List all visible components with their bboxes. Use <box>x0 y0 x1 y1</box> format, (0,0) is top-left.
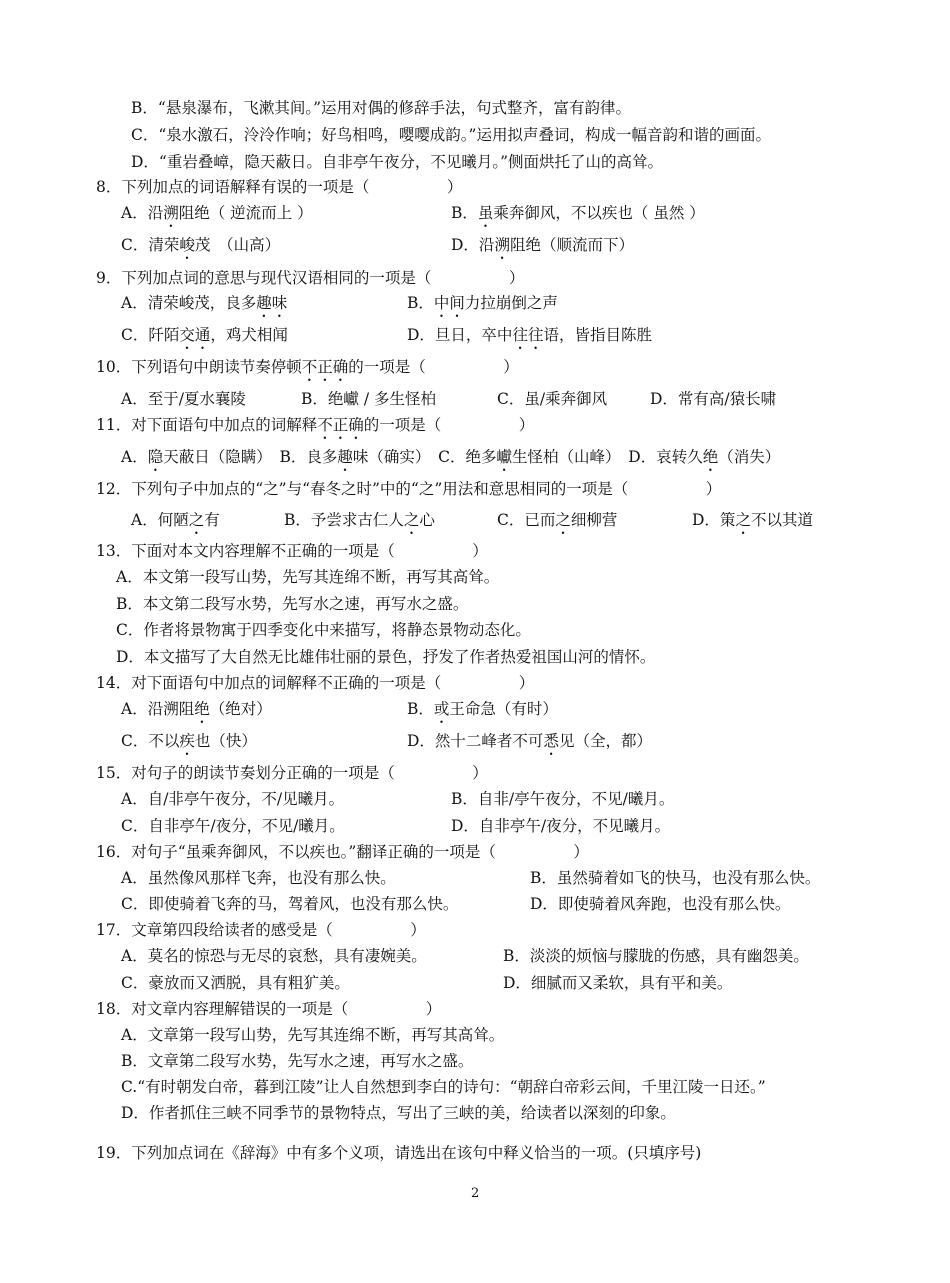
answer-option <box>451 789 674 809</box>
text-segment: D．细腻而又柔软，具有平和美。 <box>503 974 733 992</box>
text-segment: B． <box>451 204 478 222</box>
text-segment: 茂 （山高） <box>194 236 281 254</box>
emphasized-text: 虽 <box>477 204 494 222</box>
answer-option <box>121 203 313 231</box>
text-segment: A．文章第一段写山势，先写其连绵不断，再写其高耸。 <box>121 1026 505 1044</box>
text-line <box>96 415 534 443</box>
text-segment: 语，皆指目陈胜 <box>543 326 652 344</box>
answer-option <box>650 389 776 409</box>
emphasized-text: 不正确 <box>301 358 349 376</box>
answer-option <box>530 868 820 888</box>
text-segment: D．本文描写了大自然无比雄伟壮丽的景色，抒发了作者热爱祖国山河的情怀。 <box>116 648 656 666</box>
text-segment: 9．下列加点词的意思与现代汉语相同的一项是（ ） <box>96 269 525 287</box>
answer-option <box>121 325 288 353</box>
emphasized-text: 溯 <box>163 204 179 222</box>
emphasized-text: 隐 <box>147 448 164 466</box>
answer-option <box>121 816 345 836</box>
answer-option <box>284 510 435 538</box>
answer-option <box>497 510 617 538</box>
text-segment: A． <box>121 448 148 466</box>
text-segment: 15．对句子的朗读节奏划分正确的一项是（ ） <box>96 764 488 782</box>
text-segment: B．自非/亭午夜分，不见/曦月。 <box>451 790 675 808</box>
text-segment: B．文章第二段写水势，先写水之速，再写水之盛。 <box>121 1052 474 1070</box>
text-segment: D．即使骑着风奔跑，也没有那么快。 <box>530 895 791 913</box>
emphasized-text: 之 <box>555 511 571 529</box>
text-segment: C．豪放而又洒脱，具有粗犷美。 <box>121 974 350 992</box>
text-line <box>131 152 663 172</box>
text-line <box>121 1025 504 1045</box>
text-segment: D．策 <box>692 511 736 529</box>
answer-option <box>121 699 272 727</box>
emphasized-text: 不正确 <box>317 416 364 434</box>
text-segment: C.“有时朝发白帝，暮到江陵”让人自然想到李白的诗句：“朝辞白帝彩云间，千里江陵一日还。” <box>121 1078 766 1096</box>
text-segment: 细柳营 <box>570 511 618 529</box>
text-segment: 8．下列加点的词语解释有误的一项是（ ） <box>96 178 463 196</box>
page-number: 2 <box>471 1186 480 1201</box>
text-segment: C．作者将景物寓于四季变化中来描写，将静态景物动态化。 <box>116 621 531 639</box>
text-segment: D．自非亭午/夜分，不见曦月。 <box>451 817 671 835</box>
text-segment: A．虽然像风那样飞奔，也没有那么快。 <box>121 869 396 887</box>
text-segment: 生怪柏（山峰） D．哀转久 <box>512 448 703 466</box>
text-line <box>116 594 468 614</box>
answer-option <box>301 389 436 409</box>
text-segment: （绝对） <box>209 700 272 718</box>
text-segment: 11．对下面语句中加点的词解释 <box>96 416 318 434</box>
answer-option <box>692 510 813 538</box>
answer-option <box>121 235 280 263</box>
text-segment: D．“重岩叠嶂，隐天蔽日。自非亭午夜分，不见曦月。”侧面烘托了山的高耸。 <box>131 153 664 171</box>
text-line <box>116 620 531 640</box>
text-segment: A．清荣峻茂，良多 <box>121 294 257 312</box>
text-segment: 心 <box>419 511 435 529</box>
emphasized-text: 交通 <box>179 326 211 344</box>
text-segment: B．本文第二段写水势，先写水之速，再写水之盛。 <box>116 595 469 613</box>
answer-option <box>451 816 670 836</box>
text-segment: B．予尝求古仁人 <box>284 511 404 529</box>
answer-option <box>121 293 287 321</box>
text-segment: C．已而 <box>497 511 556 529</box>
emphasized-text: 趣 <box>337 448 353 466</box>
answer-option <box>407 325 652 353</box>
emphasized-text: 悉 <box>543 732 559 750</box>
text-segment: 力拉崩倒之声 <box>464 294 558 312</box>
text-segment: D．然十二峰者不可 <box>407 732 544 750</box>
answer-option <box>121 789 344 809</box>
text-segment: （消失） <box>718 448 781 466</box>
answer-option <box>503 946 809 966</box>
text-segment: 14．对下面语句中加点的词解释不正确的一项是（ ） <box>96 674 535 692</box>
emphasized-text: 往往 <box>512 326 544 344</box>
answer-option <box>121 868 396 888</box>
text-segment: 见（全，都） <box>558 732 652 750</box>
text-segment: B． <box>407 294 434 312</box>
text-segment: A．自/非亭午夜分，不/见曦月。 <box>121 790 345 808</box>
answer-option <box>451 203 705 231</box>
text-segment: 天蔽日（隐瞒） B．良多 <box>163 448 338 466</box>
text-line <box>131 125 771 145</box>
text-segment: 18．对文章内容理解错误的一项是（ ） <box>96 1000 442 1018</box>
text-segment: 16．对句子“虽乘奔御风，不以疾也。”翻译正确的一项是（ ） <box>96 843 589 861</box>
emphasized-text: 绝 <box>194 700 210 718</box>
text-line <box>96 920 426 940</box>
emphasized-text: 之 <box>735 511 751 529</box>
answer-option <box>497 389 607 409</box>
answer-option <box>121 894 458 914</box>
text-segment: B．虽然骑着如飞的快马，也没有那么快。 <box>530 869 821 887</box>
emphasized-text: 中间 <box>433 294 465 312</box>
text-line <box>96 673 534 693</box>
emphasized-text: 绝 <box>702 448 719 466</box>
answer-option <box>503 973 732 993</box>
text-segment: D．作者抓住三峡不同季节的景物特点，写出了三峡的美，给读者以深刻的印象。 <box>121 1104 676 1122</box>
answer-option <box>407 731 652 759</box>
text-line <box>96 842 589 862</box>
text-segment: 王命急（有时） <box>449 700 558 718</box>
emphasized-text: 或 <box>433 700 450 718</box>
emphasized-text: 峻 <box>179 236 195 254</box>
text-segment: C．阡陌 <box>121 326 180 344</box>
text-line <box>121 1051 473 1071</box>
text-segment: B．淡淡的烦恼与朦胧的伤感，具有幽怨美。 <box>503 947 809 965</box>
text-line <box>131 98 631 118</box>
answer-option <box>121 973 350 993</box>
text-segment: A．本文第一段写山势，先写其连绵不断，再写其高耸。 <box>116 568 500 586</box>
text-segment: D．常有高/猿长啸 <box>650 390 777 408</box>
text-segment: A．莫名的惊恐与无尽的哀愁，具有凄婉美。 <box>121 947 427 965</box>
text-line <box>121 1103 676 1123</box>
emphasized-text: 溯 <box>494 236 510 254</box>
text-segment: 味（确实） C．绝多 <box>352 448 497 466</box>
text-segment: C．清荣 <box>121 236 180 254</box>
text-line <box>96 999 441 1019</box>
text-segment: B．“悬泉瀑布，飞漱其间。”运用对偶的修辞手法，句式整齐，富有韵律。 <box>131 99 631 117</box>
text-line <box>96 268 524 288</box>
text-line <box>116 647 655 667</box>
text-segment: 10．下列语句中朗读节奏停顿 <box>96 358 302 376</box>
text-segment: 17．文章第四段给读者的感受是（ ） <box>96 921 426 939</box>
text-segment: 也（快） <box>194 732 257 750</box>
emphasized-text: 趣味 <box>256 294 288 312</box>
text-segment: 12．下列句子中加点的“之”与“春冬之时”中的“之”用法和意思相同的一项是（ ） <box>96 480 722 498</box>
emphasized-text: 疾 <box>179 732 195 750</box>
answer-option <box>121 731 257 759</box>
text-segment: 的一项是（ ） <box>363 416 535 434</box>
text-segment: D．沿 <box>451 236 495 254</box>
text-segment: 阻绝（ 逆流而上 ） <box>178 204 313 222</box>
text-line <box>96 541 488 561</box>
text-segment: 有 <box>204 511 220 529</box>
text-segment: B．绝巘 / 多生怪柏 <box>301 390 436 408</box>
text-line <box>96 177 462 197</box>
text-line <box>96 357 519 385</box>
text-segment: A．至于/夏水襄陵 <box>121 390 246 408</box>
text-line <box>96 479 721 499</box>
answer-option <box>451 235 634 263</box>
text-line <box>121 447 780 475</box>
text-line <box>121 1077 766 1097</box>
emphasized-text: 巘 <box>496 448 513 466</box>
text-segment: 19．下列加点词在《辞海》中有多个义项，请选出在该句中释义恰当的一项。(只填序号) <box>96 1144 702 1162</box>
text-segment: A．沿溯阻 <box>121 700 195 718</box>
answer-option <box>530 894 790 914</box>
text-segment: 乘奔御风，不以疾也（ 虽然 ） <box>493 204 705 222</box>
answer-option <box>121 946 427 966</box>
answer-option <box>131 510 220 538</box>
text-segment: 的一项是（ ） <box>348 358 519 376</box>
text-segment: D．旦日，卒中 <box>407 326 513 344</box>
text-segment: 阻绝（顺流而下） <box>509 236 634 254</box>
emphasized-text: 之 <box>403 511 420 529</box>
text-segment: 13．下面对本文内容理解不正确的一项是（ ） <box>96 542 488 560</box>
answer-option <box>407 293 558 321</box>
emphasized-text: 之 <box>188 511 205 529</box>
answer-option <box>407 699 558 727</box>
text-segment: C．不以 <box>121 732 180 750</box>
text-line <box>96 1143 701 1163</box>
text-segment: C．虽/乘奔御风 <box>497 390 608 408</box>
text-segment: 不以其道 <box>750 511 813 529</box>
text-segment: C．即使骑着飞奔的马，驾着风，也没有那么快。 <box>121 895 459 913</box>
text-line <box>96 763 488 783</box>
text-line <box>116 567 499 587</box>
text-segment: C．“泉水激石，泠泠作响；好鸟相鸣，嘤嘤成韵。”运用拟声叠词，构成一幅音韵和谐的画面。 <box>131 126 771 144</box>
answer-option <box>121 389 246 409</box>
text-segment: ，鸡犬相闻 <box>210 326 288 344</box>
text-segment: A．沿 <box>121 204 164 222</box>
text-segment: B． <box>407 700 434 718</box>
text-segment: A．何陋 <box>131 511 189 529</box>
text-segment: C．自非亭午/夜分，不见/曦月。 <box>121 817 345 835</box>
